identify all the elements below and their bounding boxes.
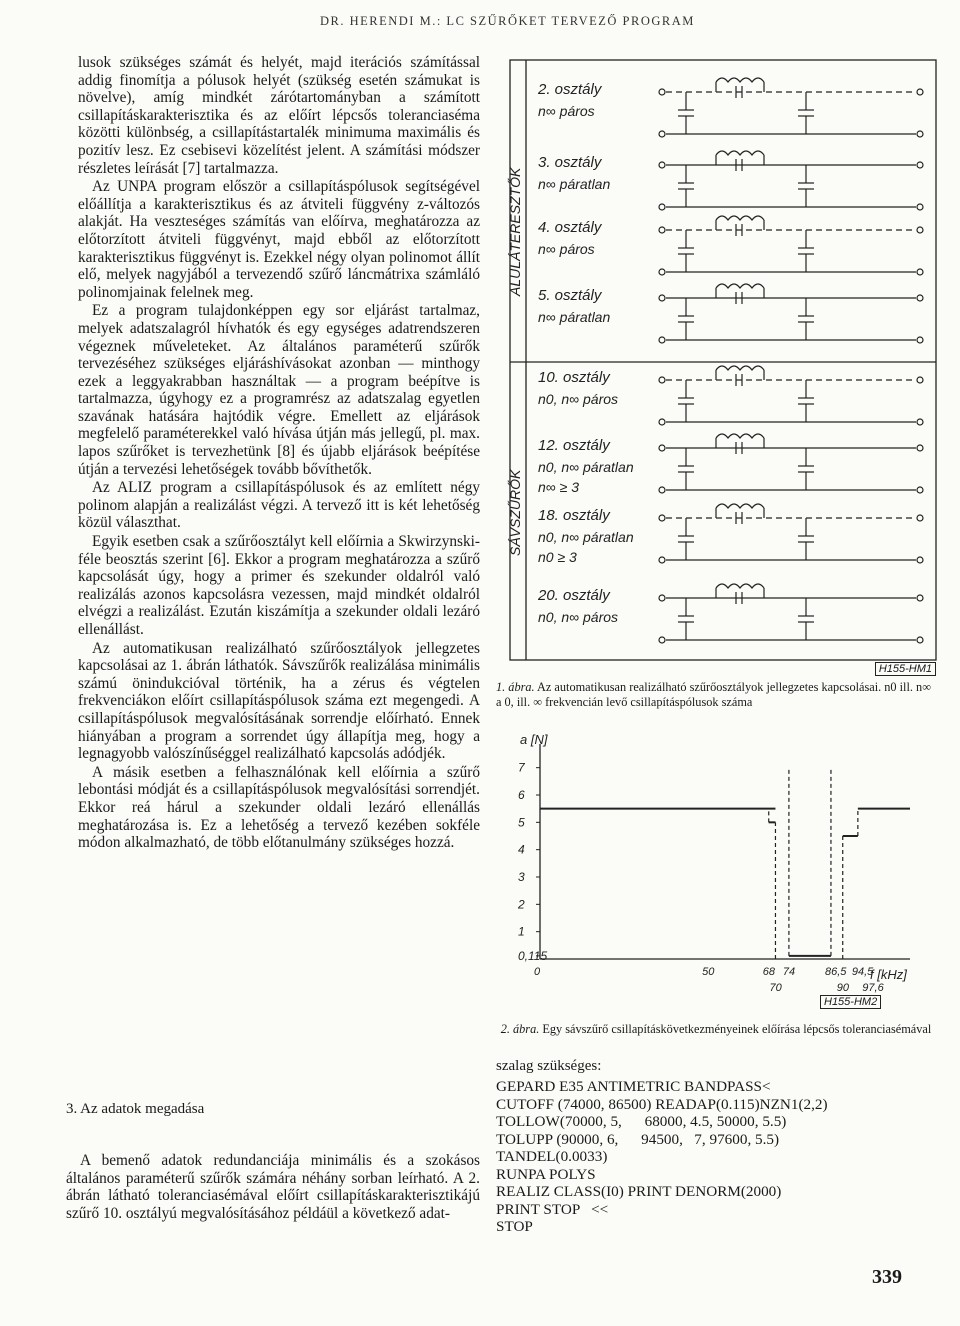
code-line: PRINT STOP <<: [496, 1200, 609, 1218]
code-block: [496, 1078, 946, 1236]
class-condition-2: n0 ≥ 3: [538, 549, 577, 565]
x-tick-label: 90: [836, 982, 849, 994]
class-schematic: [659, 434, 923, 493]
y-tick-label: 5: [518, 815, 525, 830]
class-condition: n∞ páros: [538, 103, 595, 119]
running-header: DR. HERENDI M.: LC SZŰRŐKET TERVEZŐ PROGRAM: [320, 14, 695, 28]
bottom-paragraph: [66, 1152, 480, 1222]
y-tick-label: 4: [518, 842, 525, 857]
x-tick-label: 68: [762, 966, 775, 978]
code-line: TOLUPP (90000, 6, 94500, 7, 97600, 5.5): [496, 1130, 780, 1148]
figure-2-caption: [496, 1022, 936, 1037]
y-tick-label: 1: [518, 924, 525, 939]
code-line: STOP: [496, 1218, 533, 1235]
class-title: 2. osztály: [538, 81, 602, 98]
x-tick-label: 97,6: [862, 982, 884, 994]
paragraph: Az UNPA program először a csillapításpólusok segítségével előállítja a karakterisztikus és az átviteli függvény z-változós alakját. Ha veszteséges számítás van előírva, meghatározza az előtorzított átviteli függvényt, majd ebből az előtorzított karakterisztikus függvényt is. Ezekkel négy olyan polinomot állít elő, melyek nagyjából a tervezendő szűrő láncmátrixa számláló polinomjainak felelnek meg.: [78, 178, 480, 301]
paragraph: A másik esetben a felhasználónak kell előírnia a szűrő lebontási módját és a csillapításpólusok megvalósítási sorrendjét. Ekkor reá hárul a szekunder oldali lezáró ellenállás meghatározása is. Ez a lehetőség a tervező kezében sokféle módon alkalmazható, de több előtanulmány szükséges hozzá.: [78, 763, 480, 852]
class-schematic: [659, 78, 923, 137]
paragraph: Az ALIZ program a csillapításpólusok és az említett négy polinom alapján a realizálást végzi. A tervező itt is két lehetőség közül választhat.: [78, 479, 480, 532]
left-column: [78, 54, 480, 853]
figure-1-caption: [496, 680, 936, 710]
y-tick-label: 0,115: [518, 948, 548, 963]
y-tick-label: 6: [518, 788, 525, 802]
class-condition: n0, n∞ páratlan: [538, 529, 634, 545]
class-condition: n0, n∞ páros: [538, 609, 619, 625]
tape-label: szalag szükséges:: [496, 1058, 602, 1074]
code-line: CUTOFF (74000, 86500) READAP(0.115)NZN1(2,2): [496, 1095, 828, 1113]
class-condition: n0, n∞ páros: [538, 391, 619, 407]
class-condition: n∞ páratlan: [538, 309, 611, 325]
class-title: 5. osztály: [538, 287, 602, 304]
caption-label: 2. ábra.: [500, 1022, 540, 1036]
caption-text: Az automatikusan realizálható szűrőosztályok jellegzetes kapcsolásai. n0 ill. n∞ a 0, ill. ∞ frekvencián levő csillapításpólusok száma: [496, 680, 931, 709]
caption-text: Egy sávszűrő csillapításkövetkezményeinek előírása lépcsős toleranciasémával: [542, 1022, 932, 1036]
section-title: 3. Az adatok megadása: [66, 1101, 205, 1117]
paragraph: Ez a program tulajdonképpen egy sor eljárást tartalmaz, melyek adatszalagról hívhatók és egy egységes adatrendszeren végeznek műveleteket. Az általános paraméterű szűrők tervezéséhez szükséges eljáráshívásokat azonban — minthogy ezek a leggyakrabban használtak — a program beépítve is tartalmazza, úgyhogy ez a programrész az adatszalag egyetlen szavának hatására hajtódik végre. Emellett az eljárások megfelelő paraméterekkel való hívása útján más jellegű, pl. max. lapos szűrőket is tervezhetünk [8] és újabb eljárások beépítése útján a tervezési lehetőségek tovább bővíthetők.: [78, 302, 480, 478]
class-condition-2: n∞ ≥ 3: [538, 479, 580, 495]
code-line: TANDEL(0.0033): [496, 1148, 608, 1165]
group-label-lowpass: ALULÁTERESZTŐK: [507, 167, 523, 296]
figure-2-code: H155-HM2: [820, 995, 881, 1009]
figure-1-schematics: [496, 56, 946, 676]
class-condition: n0, n∞ páratlan: [538, 459, 634, 475]
paragraph: Egyik esetben csak a szűrőosztályt kell előírnia a Skwirzynski-féle beosztás szerint [6]. Ekkor a program meghatározza a szűrő kapcsolását úgy, hogy a primer és szekunder oldalról való realizálás azonos kapcsolásra vezessen, majd mindkét oldalról elvégzi a realizálást. Ezután kiszámítja a szekunder oldali lezáró ellenállást.: [78, 533, 480, 638]
class-title: 12. osztály: [538, 437, 610, 454]
class-title: 4. osztály: [538, 219, 602, 236]
class-title: 3. osztály: [538, 154, 602, 171]
x-tick-label: 74: [782, 966, 796, 978]
x-axis-label: f [kHz]: [870, 967, 907, 982]
class-schematic: [659, 366, 923, 425]
x-tick-label: 94,5: [851, 966, 874, 978]
x-tick-label: 70: [769, 982, 782, 994]
y-tick-label: 3: [518, 870, 525, 884]
x-tick-label: 50: [702, 966, 715, 978]
caption-label: 1. ábra.: [496, 680, 535, 694]
paragraph: lusok szükséges számát és helyét, majd iterációs számítással addig finomítja a pólusok helyét (szükség esetén számukat is növelve), amíg mindkét zárótartományban a számított csillapításkarakterisztika és az előírt lépcsős toleranciaséma közötti különbség, a csillapítástartalék minimuma maximális és pozitív lesz. Ez csebisevi közelítést jelent. A számítási módszer részletes leírását [7] tartalmazza.: [78, 54, 480, 177]
class-schematic: [659, 216, 923, 275]
paragraph: A bemenő adatok redundanciája minimális és a szokásos általános paraméterű szűrők számára néhány sorban leírható. A 2. ábrán látható toleranciasémával előírt csillapításkarakterisztikájú szűrő 10. osztályú megvalósításához példáül a következő adat-: [66, 1152, 480, 1222]
class-title: 10. osztály: [538, 369, 610, 386]
code-line: GEPARD E35 ANTIMETRIC BANDPASS<: [496, 1078, 771, 1095]
paragraph: Az automatikusan realizálható szűrőosztályok jellegzetes kapcsolásai az 1. ábrán láthatók. Sávszűrők realizálása minimális számú önindukcióval történik, ha a zérus és végtelen frekvenciákon előírt csillapításpólusok száma ezt megengedi. A csillapításpólusok megvalósításának sorrendje előírható. Ennek hiányában a program a sorrendet úgy állapítja meg, hogy a legnagyobb valószínűséggel realizálható kapcsolás adódjék.: [78, 639, 480, 763]
y-tick-label: 2: [518, 897, 525, 912]
code-line: REALIZ CLASS(I0) PRINT DENORM(2000): [496, 1183, 782, 1200]
y-axis-label: a [N]: [520, 732, 548, 747]
figure-2-tolerance-chart: [490, 724, 940, 1014]
class-schematic: [659, 284, 923, 343]
code-line: RUNPA POLYS: [496, 1165, 596, 1183]
y-tick-label: 7: [518, 760, 525, 775]
class-schematic: [659, 151, 923, 210]
class-title: 20. osztály: [538, 587, 610, 604]
class-schematic: [659, 584, 923, 643]
x-tick-label: 0: [534, 966, 541, 978]
class-condition: n∞ páratlan: [538, 176, 611, 192]
page-number: 339: [872, 1266, 902, 1288]
group-label-bandpass: SÁVSZŰRŐK: [507, 469, 523, 556]
x-tick-label: 86,5: [824, 966, 847, 978]
class-title: 18. osztály: [538, 507, 610, 524]
class-schematic: [659, 504, 923, 563]
class-condition: n∞ páros: [538, 241, 595, 257]
code-line: TOLLOW(70000, 5, 68000, 4.5, 50000, 5.5): [496, 1113, 787, 1130]
figure-1-code: H155-HM1: [875, 662, 936, 676]
